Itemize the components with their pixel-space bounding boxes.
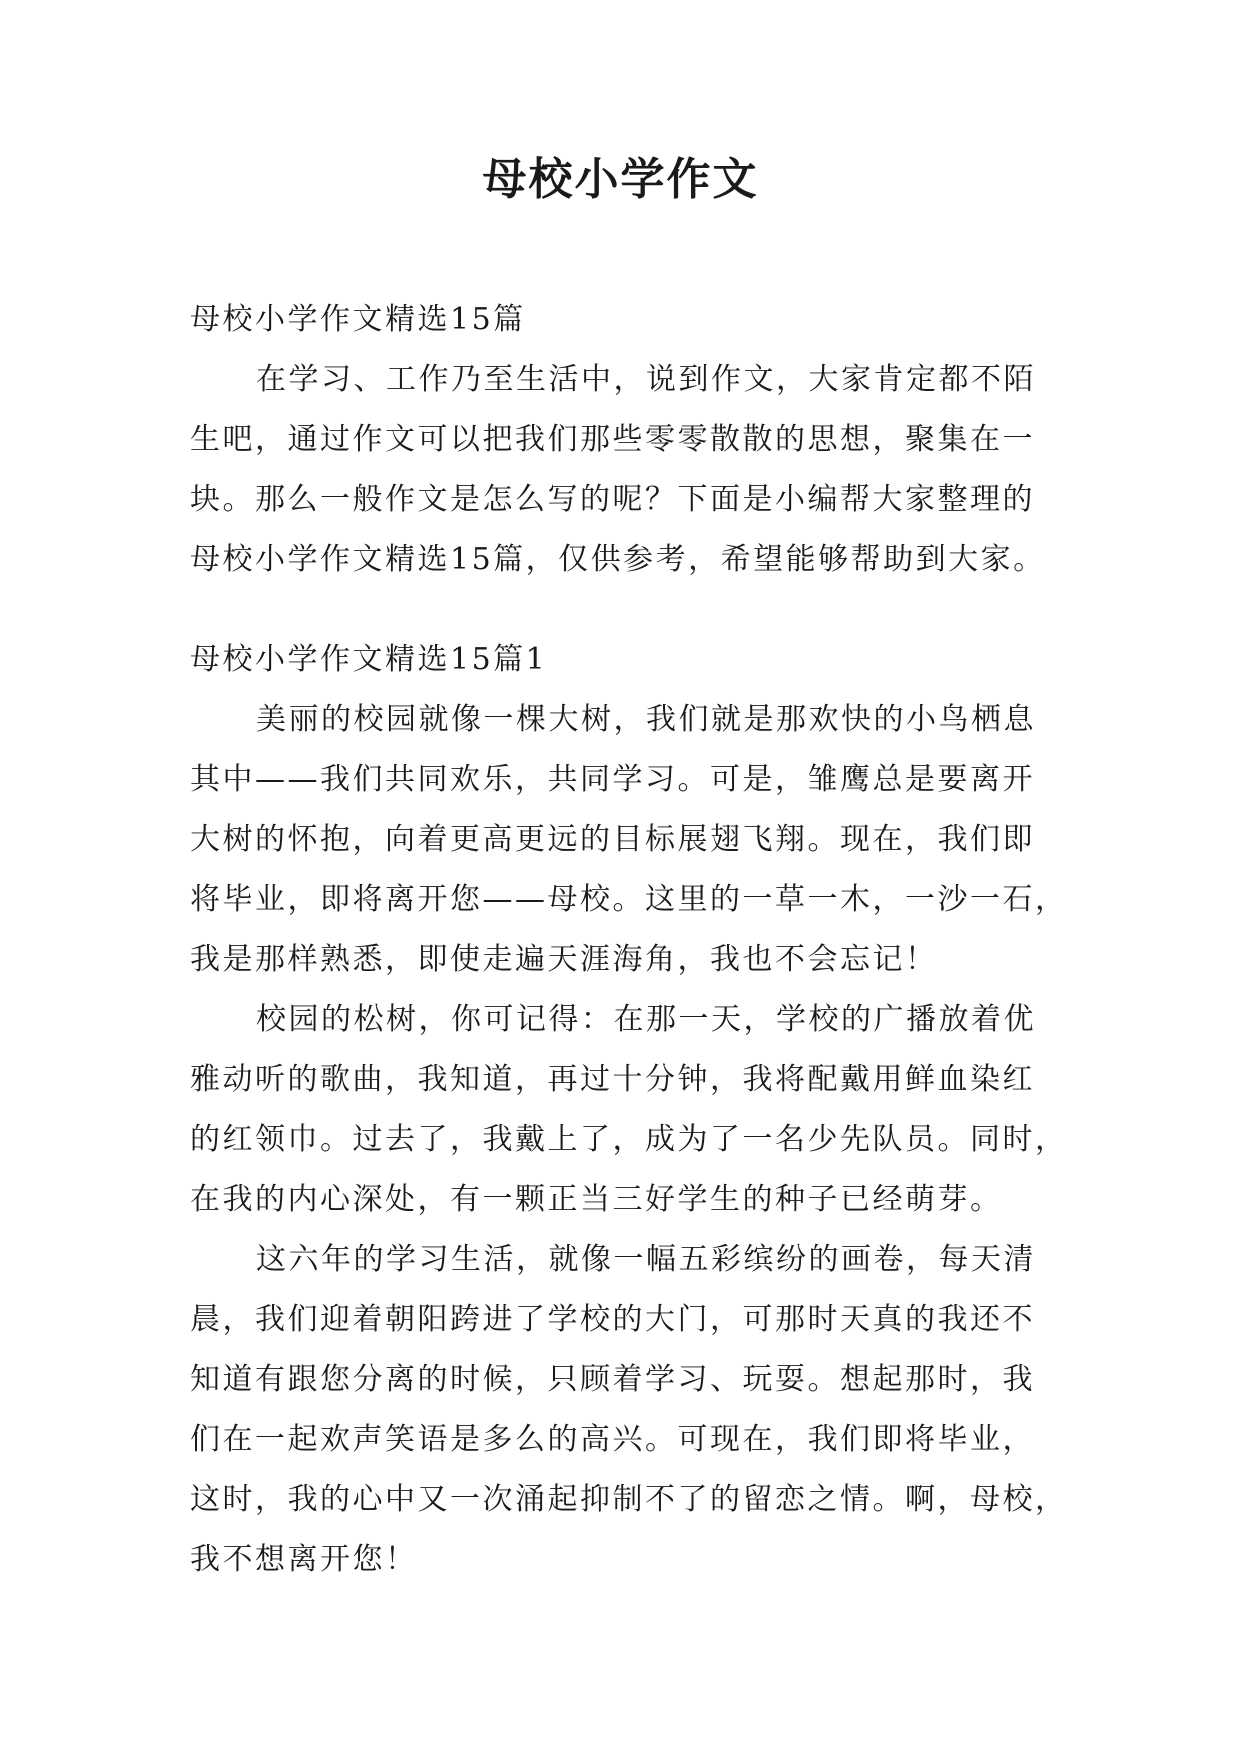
text-line: 母校小学作文精选15篇，仅供参考，希望能够帮助到大家。 (190, 542, 1046, 577)
text-line: 校园的松树，你可记得：在那一天，学校的广播放着优 (256, 1002, 1036, 1037)
text-line: 块。那么一般作文是怎么写的呢？下面是小编帮大家整理的 (190, 482, 1035, 517)
essay-paragraph (190, 990, 1068, 1230)
text-line: 在我的内心深处，有一颗正当三好学生的种子已经萌芽。 (190, 1182, 1003, 1217)
text-line: 知道有跟您分离的时候，只顾着学习、玩耍。想起那时，我 (190, 1362, 1035, 1397)
text-line: 的红领巾。过去了，我戴上了，成为了一名少先队员。同时， (190, 1122, 1068, 1157)
text-line: 其中——我们共同欢乐，共同学习。可是，雏鹰总是要离开 (190, 762, 1035, 797)
text-line: 我不想离开您！ (190, 1542, 418, 1577)
text-line: 美丽的校园就像一棵大树，我们就是那欢快的小鸟栖息 (256, 702, 1036, 737)
text-line: 在学习、工作乃至生活中，说到作文，大家肯定都不陌 (256, 362, 1036, 397)
document-body (190, 290, 1068, 1590)
text-line: 大树的怀抱，向着更高更远的目标展翅飞翔。现在，我们即 (190, 822, 1035, 857)
text-line: 晨，我们迎着朝阳跨进了学校的大门，可那时天真的我还不 (190, 1302, 1035, 1337)
text-line: 生吧，通过作文可以把我们那些零零散散的思想，聚集在一 (190, 422, 1035, 457)
text-line: 将毕业，即将离开您——母校。这里的一草一木，一沙一石， (190, 882, 1068, 917)
text-line: 雅动听的歌曲，我知道，再过十分钟，我将配戴用鲜血染红 (190, 1062, 1035, 1097)
essay-paragraph (190, 1230, 1068, 1590)
document-title: 母校小学作文 (482, 154, 759, 205)
text-line: 们在一起欢声笑语是多么的高兴。可现在，我们即将毕业， (190, 1422, 1035, 1457)
section-gap (190, 590, 1050, 630)
document-subtitle: 母校小学作文精选15篇 (190, 302, 526, 337)
text-line: 这时，我的心中又一次涌起抑制不了的留恋之情。啊，母校， (190, 1482, 1068, 1517)
essay-paragraph (190, 690, 1068, 990)
text-line: 我是那样熟悉，即使走遍天涯海角，我也不会忘记！ (190, 942, 938, 977)
section-heading: 母校小学作文精选15篇1 (190, 642, 548, 677)
text-line: 这六年的学习生活，就像一幅五彩缤纷的画卷，每天清 (256, 1242, 1036, 1277)
intro-paragraph (190, 350, 1050, 590)
